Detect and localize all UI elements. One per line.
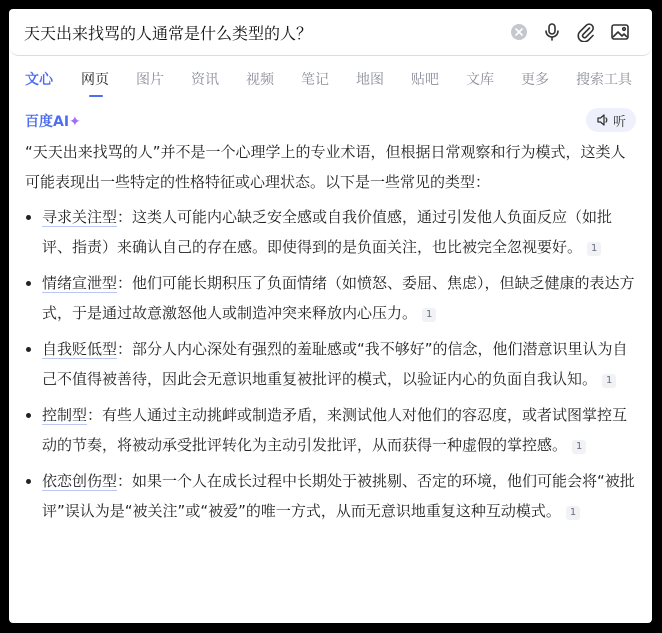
tab-wenxin[interactable]: 文心 xyxy=(25,72,53,88)
citation-badge[interactable]: 1 xyxy=(566,506,580,520)
image-search-icon[interactable] xyxy=(610,22,630,42)
item-text: ：如果一个人在成长过程中长期处于被挑剔、否定的环境，他们可能会将“被批评”误认为是“被关注”或“被爱”的唯一方式，从而无意识地重复这种互动模式。 xyxy=(42,472,635,520)
citation-badge[interactable]: 1 xyxy=(572,440,586,454)
tab-more[interactable]: 更多 xyxy=(521,72,549,88)
citation-badge[interactable]: 1 xyxy=(422,308,436,322)
citation-badge[interactable]: 1 xyxy=(602,374,616,388)
tab-tieba[interactable]: 贴吧 xyxy=(411,72,439,88)
tab-video[interactable]: 视频 xyxy=(246,72,274,88)
mic-icon[interactable] xyxy=(542,22,562,42)
baidu-ai-logo xyxy=(25,111,81,131)
list-item xyxy=(25,466,637,526)
ai-answer xyxy=(25,137,637,532)
paperclip-icon[interactable] xyxy=(576,22,596,42)
answer-intro: “天天出来找骂的人”并不是一个心理学上的专业术语，但根据日常观察和行为模式，这类人可能表现出一些特定的性格特征或心理状态。以下是一些常见的类型： xyxy=(25,143,626,191)
search-result-page xyxy=(9,9,652,623)
search-bar[interactable] xyxy=(9,9,652,56)
spark-icon: ✦ xyxy=(69,114,81,130)
item-text: ：他们可能长期积压了负面情绪（如愤怒、委屈、焦虑），但缺乏健康的表达方式，于是通过故意激怒他人或制造冲突来释放内心压力。 xyxy=(42,274,635,322)
item-text: ：部分人内心深处有强烈的羞耻感或“我不够好”的信念，他们潜意识里认为自己不值得被善待，因此会无意识地重复被批评的模式，以验证内心的负面自我认知。 xyxy=(42,340,628,388)
tab-notes[interactable]: 笔记 xyxy=(301,72,329,88)
tab-search-tools[interactable]: 搜索工具 xyxy=(576,72,632,88)
listen-button[interactable] xyxy=(586,108,636,132)
answer-list xyxy=(25,202,637,526)
clear-icon[interactable] xyxy=(509,22,529,42)
list-item xyxy=(25,268,637,328)
active-tab-indicator xyxy=(89,95,103,97)
search-input[interactable]: 天天出来找骂的人通常是什么类型的人？ xyxy=(24,24,313,43)
tab-news[interactable]: 资讯 xyxy=(191,72,219,88)
tab-web[interactable]: 网页 xyxy=(81,72,109,88)
item-text: ：有些人通过主动挑衅或制造矛盾，来测试他人对他们的容忍度，或者试图掌控互动的节奏，将被动承受批评转化为主动引发批评，从而获得一种虚假的掌控感。 xyxy=(42,406,628,454)
tab-wenku[interactable]: 文库 xyxy=(466,72,494,88)
listen-label: 听 xyxy=(612,114,626,130)
tab-map[interactable]: 地图 xyxy=(356,72,384,88)
term-link[interactable]: 寻求关注型 xyxy=(42,208,118,226)
list-item xyxy=(25,334,637,394)
item-text: ：这类人可能内心缺乏安全感或自我价值感，通过引发他人负面反应（如批评、指责）来确认自己的存在感。即使得到的是负面关注，也比被完全忽视要好。 xyxy=(42,208,613,256)
baidu-ai-logo-text: 百度AI xyxy=(25,114,70,130)
tab-images[interactable]: 图片 xyxy=(136,72,164,88)
term-link[interactable]: 情绪宣泄型 xyxy=(42,274,118,292)
term-link[interactable]: 依恋创伤型 xyxy=(42,472,118,490)
term-link[interactable]: 自我贬低型 xyxy=(42,340,118,358)
citation-badge[interactable]: 1 xyxy=(587,242,601,256)
list-item xyxy=(25,202,637,262)
speaker-icon xyxy=(596,113,610,127)
search-tabs xyxy=(9,69,652,101)
list-item xyxy=(25,400,637,460)
term-link[interactable]: 控制型 xyxy=(42,406,88,424)
